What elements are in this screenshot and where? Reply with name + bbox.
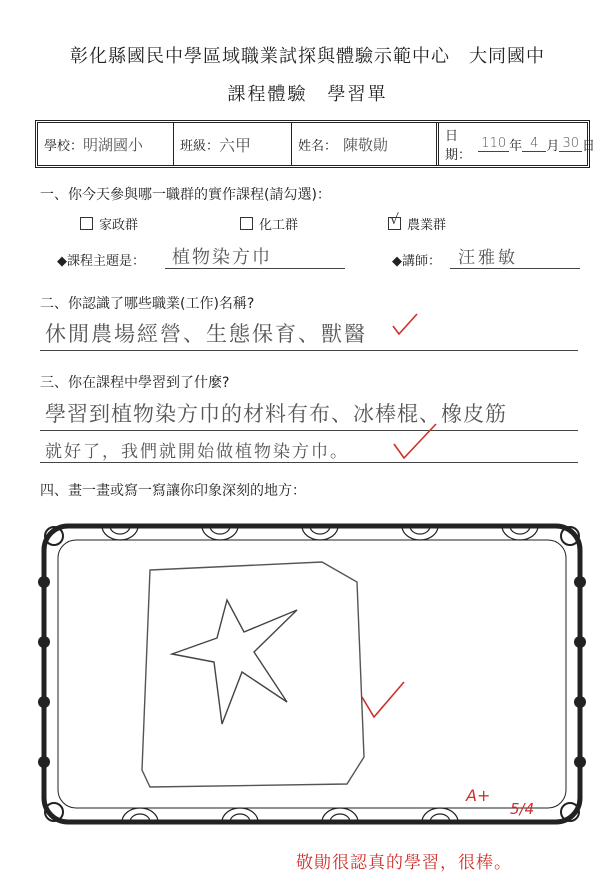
class-cell <box>173 123 292 165</box>
school-value[interactable]: 明湖國小 <box>83 135 144 154</box>
check-mark-icon: √ <box>390 212 399 228</box>
date-year[interactable]: 110 <box>478 136 509 152</box>
teacher-comment: 敬勛很認真的學習，很棒。 <box>296 853 512 873</box>
date-month[interactable]: 4 <box>522 136 546 152</box>
topic-label: ◆課程主題是： <box>57 254 145 269</box>
red-check-icon <box>390 310 420 340</box>
option-label-agriculture: 農業群 <box>407 218 447 233</box>
star-leaf-drawing <box>172 600 297 724</box>
teacher-value[interactable]: 汪雅敏 <box>458 248 518 268</box>
info-table <box>35 120 595 168</box>
teacher-label: ◆講師： <box>392 254 441 269</box>
question-1: 一、你今天參與哪一職群的實作課程(請勾選)： <box>40 187 331 203</box>
name-cell <box>291 123 438 165</box>
answer-2[interactable]: 休閒農場經營、生態保育、獸醫 <box>45 322 367 346</box>
checkbox-chemical[interactable] <box>240 217 253 230</box>
answer-3-line-1[interactable]: 學習到植物染方巾的材料有布、冰棒棍、橡皮筋 <box>45 402 507 426</box>
checkbox-agriculture[interactable] <box>388 212 401 230</box>
school-cell <box>38 123 174 165</box>
date-cell <box>436 123 595 165</box>
topic-underline <box>165 268 345 269</box>
teacher-underline <box>450 268 580 269</box>
checkbox-home-economics[interactable] <box>80 217 93 230</box>
grade-date: 5/4 <box>510 800 535 818</box>
date-year-unit: 年 <box>509 138 523 154</box>
name-label: 姓名： <box>298 138 338 154</box>
question-3: 三、你在課程中學習到了什麼? <box>40 375 230 391</box>
question-4: 四、畫一畫或寫一寫讓你印象深刻的地方： <box>40 483 306 499</box>
class-label: 班級： <box>180 138 220 154</box>
cloth-drawing <box>142 562 364 787</box>
date-month-unit: 月 <box>546 138 560 154</box>
answer-3-line-1-rule <box>40 430 578 431</box>
answer-3-line-2-rule <box>40 462 578 463</box>
option-label-chemical: 化工群 <box>259 218 299 233</box>
school-label: 學校： <box>44 138 84 154</box>
option-home-economics[interactable] <box>80 214 138 233</box>
red-check-icon <box>392 422 438 462</box>
answer-2-line <box>40 350 578 351</box>
option-label-home-economics: 家政群 <box>99 218 139 233</box>
drawing-frame <box>32 512 592 837</box>
red-check-icon <box>362 682 404 717</box>
grade-mark: A+ <box>466 786 491 805</box>
page-subtitle: 課程體驗 學習單 <box>227 84 388 105</box>
date-label: 日期： <box>445 129 472 163</box>
name-value[interactable]: 陳敬勛 <box>343 135 389 154</box>
page-title: 彰化縣國民中學區域職業試探與體驗示範中心 大同國中 <box>70 46 545 67</box>
question-2: 二、你認識了哪些職業(工作)名稱? <box>40 296 255 312</box>
topic-value[interactable]: 植物染方巾 <box>172 247 272 268</box>
option-agriculture[interactable] <box>388 214 446 233</box>
date-day[interactable]: 30 <box>559 136 582 152</box>
side-border-ornaments <box>38 576 586 768</box>
date-day-unit: 日 <box>581 138 595 154</box>
option-chemical[interactable] <box>240 214 298 233</box>
class-value[interactable]: 六甲 <box>219 135 252 155</box>
answer-3-line-2[interactable]: 就好了，我們就開始做植物染方巾。 <box>45 442 349 462</box>
